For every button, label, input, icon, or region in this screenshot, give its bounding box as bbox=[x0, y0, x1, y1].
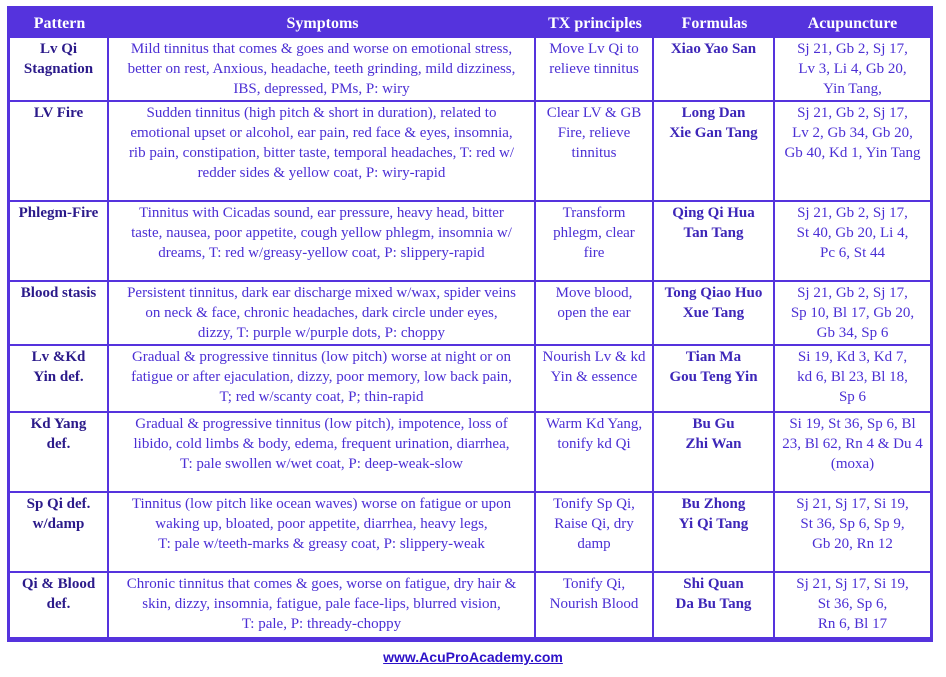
table-row bbox=[10, 282, 930, 346]
pattern-line: Phlegm-Fire bbox=[18, 205, 99, 221]
cell-symptoms bbox=[109, 413, 536, 493]
formula-line: Xiao Yao San bbox=[670, 41, 757, 57]
cell-acupuncture bbox=[775, 202, 930, 282]
pattern-line: def. bbox=[46, 436, 71, 452]
tx-line: Clear LV & GB bbox=[546, 105, 642, 121]
cell-pattern bbox=[10, 202, 109, 282]
tx-line: Fire, relieve bbox=[557, 125, 631, 141]
formula-line: Gou Teng Yin bbox=[669, 369, 758, 385]
symptoms-line: Chronic tinnitus that comes & goes, worse on fatigue, dry hair & bbox=[126, 576, 517, 592]
symptoms-line: better on rest, Anxious, headache, teeth grinding, mild dizziness, bbox=[127, 61, 516, 77]
symptoms-line: Mild tinnitus that comes & goes and worse on emotional stress, bbox=[130, 41, 513, 57]
tx-line: Nourish Blood bbox=[549, 596, 639, 612]
symptoms-line: dizzy, T: purple w/purple dots, P: choppy bbox=[197, 325, 446, 341]
header-symptoms: Symptoms bbox=[109, 9, 536, 38]
tx-line: Move Lv Qi to bbox=[549, 41, 639, 57]
table-row bbox=[10, 202, 930, 282]
tx-line: Move blood, bbox=[555, 285, 633, 301]
pattern-line: Lv Qi bbox=[39, 41, 78, 57]
tinnitus-patterns-table bbox=[10, 9, 930, 637]
acupuncture-line: St 36, Sp 6, Sp 9, bbox=[800, 516, 905, 532]
acupuncture-line: Sp 6 bbox=[838, 389, 867, 405]
pattern-line: w/damp bbox=[32, 516, 85, 532]
acupuncture-line: 23, Bl 62, Rn 4 & Du 4 bbox=[782, 436, 923, 452]
symptoms-line: T; red w/scanty coat, P; thin-rapid bbox=[219, 389, 424, 405]
acupuncture-line: Si 19, St 36, Sp 6, Bl bbox=[789, 416, 916, 432]
symptoms-line: Gradual & progressive tinnitus (low pitch) worse at night or on bbox=[131, 349, 512, 365]
formula-line: Bu Zhong bbox=[681, 496, 746, 512]
pattern-line: Stagnation bbox=[23, 61, 94, 77]
pattern-line: Lv &Kd bbox=[31, 349, 86, 365]
cell-acupuncture bbox=[775, 493, 930, 573]
header-acupuncture: Acupuncture bbox=[775, 9, 930, 38]
acupuncture-line: Rn 6, Bl 17 bbox=[817, 616, 888, 632]
symptoms-line: rib pain, constipation, bitter taste, temporal headaches, T: red w/ bbox=[128, 145, 515, 161]
tx-line: Warm Kd Yang, bbox=[545, 416, 643, 432]
acupuncture-line: St 40, Gb 20, Li 4, bbox=[796, 225, 909, 241]
cell-acupuncture bbox=[775, 413, 930, 493]
symptoms-line: Sudden tinnitus (high pitch & short in duration), related to bbox=[146, 105, 497, 121]
pattern-line: def. bbox=[46, 596, 71, 612]
acupuncture-line: Pc 6, St 44 bbox=[819, 245, 885, 261]
formula-line: Yi Qi Tang bbox=[678, 516, 749, 532]
cell-symptoms bbox=[109, 282, 536, 346]
tinnitus-patterns-table-frame bbox=[7, 6, 933, 642]
table-row bbox=[10, 346, 930, 413]
acupuncture-line: Gb 34, Sp 6 bbox=[816, 325, 889, 341]
symptoms-line: redder sides & yellow coat, P: wiry-rapid bbox=[197, 165, 446, 181]
acupuncture-line: St 36, Sp 6, bbox=[817, 596, 888, 612]
cell-tx bbox=[536, 413, 654, 493]
symptoms-line: waking up, bloated, poor appetite, diarrhea, heavy legs, bbox=[155, 516, 488, 532]
tx-line: Transform bbox=[562, 205, 626, 221]
symptoms-line: Tinnitus (low pitch like ocean waves) worse on fatigue or upon bbox=[131, 496, 512, 512]
symptoms-line: Tinnitus with Cicadas sound, ear pressure, heavy head, bitter bbox=[139, 205, 504, 221]
cell-formula bbox=[654, 102, 775, 202]
formula-line: Xie Gan Tang bbox=[669, 125, 758, 141]
tx-line: Yin & essence bbox=[550, 369, 638, 385]
symptoms-line: fatigue or after ejaculation, dizzy, poor memory, low back pain, bbox=[131, 369, 512, 385]
cell-formula bbox=[654, 413, 775, 493]
tx-line: tinnitus bbox=[571, 145, 617, 161]
symptoms-line: on neck & face, chronic headaches, dark circle under eyes, bbox=[145, 305, 498, 321]
acupuncture-line: Lv 2, Gb 34, Gb 20, bbox=[792, 125, 913, 141]
acupuncture-line: Sj 21, Gb 2, Sj 17, bbox=[797, 205, 908, 221]
acupuncture-line: kd 6, Bl 23, Bl 18, bbox=[797, 369, 908, 385]
cell-tx bbox=[536, 573, 654, 637]
cell-symptoms bbox=[109, 102, 536, 202]
cell-symptoms bbox=[109, 38, 536, 102]
tx-line: tonify kd Qi bbox=[557, 436, 631, 452]
symptoms-line: taste, nausea, poor appetite, cough yellow phlegm, insomnia w/ bbox=[131, 225, 512, 241]
formula-line: Da Bu Tang bbox=[675, 596, 752, 612]
pattern-line: Blood stasis bbox=[20, 285, 97, 301]
pattern-line: Yin def. bbox=[33, 369, 84, 385]
cell-formula bbox=[654, 573, 775, 637]
acupuncture-line: Sj 21, Gb 2, Sj 17, bbox=[797, 285, 908, 301]
cell-acupuncture bbox=[775, 282, 930, 346]
tx-line: Tonify Qi, bbox=[562, 576, 626, 592]
tx-line: open the ear bbox=[557, 305, 631, 321]
cell-formula bbox=[654, 38, 775, 102]
symptoms-line: Gradual & progressive tinnitus (low pitch), impotence, loss of bbox=[135, 416, 508, 432]
tx-line: Nourish Lv & kd bbox=[542, 349, 646, 365]
cell-formula bbox=[654, 493, 775, 573]
cell-pattern bbox=[10, 493, 109, 573]
formula-line: Xue Tang bbox=[682, 305, 745, 321]
cell-tx bbox=[536, 202, 654, 282]
cell-tx bbox=[536, 493, 654, 573]
formula-line: Tan Tang bbox=[683, 225, 744, 241]
table-row bbox=[10, 413, 930, 493]
formula-line: Qing Qi Hua bbox=[672, 205, 755, 221]
cell-acupuncture bbox=[775, 38, 930, 102]
tx-line: Tonify Sp Qi, bbox=[553, 496, 635, 512]
header-tx-principles: TX principles bbox=[536, 9, 654, 38]
header-pattern: Pattern bbox=[10, 9, 109, 38]
symptoms-line: dreams, T: red w/greasy-yellow coat, P: slippery-rapid bbox=[158, 245, 485, 261]
cell-formula bbox=[654, 202, 775, 282]
symptoms-line: emotional upset or alcohol, ear pain, red face & eyes, insomnia, bbox=[130, 125, 513, 141]
website-link[interactable]: www.AcuProAcademy.com bbox=[383, 649, 563, 665]
cell-acupuncture bbox=[775, 573, 930, 637]
tx-line: fire bbox=[583, 245, 605, 261]
table-row bbox=[10, 493, 930, 573]
symptoms-line: Persistent tinnitus, dark ear discharge mixed w/wax, spider veins bbox=[127, 285, 516, 301]
cell-pattern bbox=[10, 573, 109, 637]
formula-line: Long Dan bbox=[681, 105, 746, 121]
formula-line: Tian Ma bbox=[685, 349, 742, 365]
cell-pattern bbox=[10, 102, 109, 202]
acupuncture-line: Gb 40, Kd 1, Yin Tang bbox=[784, 145, 921, 161]
formula-line: Zhi Wan bbox=[685, 436, 742, 452]
table-row bbox=[10, 573, 930, 637]
symptoms-line: skin, dizzy, insomnia, fatigue, pale face-lips, blurred vision, bbox=[142, 596, 501, 612]
acupuncture-line: Sj 21, Gb 2, Sj 17, bbox=[797, 105, 908, 121]
cell-pattern bbox=[10, 346, 109, 413]
cell-symptoms bbox=[109, 493, 536, 573]
cell-acupuncture bbox=[775, 102, 930, 202]
cell-tx bbox=[536, 38, 654, 102]
cell-acupuncture bbox=[775, 346, 930, 413]
tx-line: phlegm, clear bbox=[553, 225, 635, 241]
tx-line: damp bbox=[577, 536, 611, 552]
cell-pattern bbox=[10, 282, 109, 346]
pattern-line: Kd Yang bbox=[30, 416, 87, 432]
cell-tx bbox=[536, 346, 654, 413]
pattern-line: LV Fire bbox=[33, 105, 84, 121]
acupuncture-line: Yin Tang, bbox=[823, 81, 882, 97]
acupuncture-line: Gb 20, Rn 12 bbox=[812, 536, 893, 552]
table-row bbox=[10, 102, 930, 202]
formula-line: Shi Quan bbox=[683, 576, 744, 592]
acupuncture-line: Sj 21, Gb 2, Sj 17, bbox=[797, 41, 908, 57]
cell-formula bbox=[654, 282, 775, 346]
cell-tx bbox=[536, 282, 654, 346]
symptoms-line: IBS, depressed, PMs, P: wiry bbox=[233, 81, 410, 97]
header-row bbox=[10, 9, 930, 38]
symptoms-line: T: pale, P: thready-choppy bbox=[241, 616, 402, 632]
cell-symptoms bbox=[109, 573, 536, 637]
acupuncture-line: (moxa) bbox=[830, 456, 875, 472]
pattern-line: Sp Qi def. bbox=[26, 496, 91, 512]
cell-symptoms bbox=[109, 346, 536, 413]
symptoms-line: T: pale swollen w/wet coat, P: deep-weak-slow bbox=[180, 456, 463, 472]
tx-line: relieve tinnitus bbox=[549, 61, 639, 77]
symptoms-line: libido, cold limbs & body, edema, frequent urination, diarrhea, bbox=[133, 436, 510, 452]
cell-pattern bbox=[10, 38, 109, 102]
tx-line: Raise Qi, dry bbox=[554, 516, 634, 532]
acupuncture-line: Sp 10, Bl 17, Gb 20, bbox=[790, 305, 915, 321]
cell-tx bbox=[536, 102, 654, 202]
acupuncture-line: Sj 21, Sj 17, Si 19, bbox=[796, 576, 909, 592]
cell-formula bbox=[654, 346, 775, 413]
table-row bbox=[10, 38, 930, 102]
formula-line: Bu Gu bbox=[692, 416, 735, 432]
cell-symptoms bbox=[109, 202, 536, 282]
acupuncture-line: Lv 3, Li 4, Gb 20, bbox=[798, 61, 907, 77]
pattern-line: Qi & Blood bbox=[21, 576, 96, 592]
header-formulas: Formulas bbox=[654, 9, 775, 38]
formula-line: Tong Qiao Huo bbox=[664, 285, 763, 301]
symptoms-line: T: pale w/teeth-marks & greasy coat, P: slippery-weak bbox=[158, 536, 485, 552]
cell-pattern bbox=[10, 413, 109, 493]
acupuncture-line: Si 19, Kd 3, Kd 7, bbox=[797, 349, 908, 365]
acupuncture-line: Sj 21, Sj 17, Si 19, bbox=[796, 496, 909, 512]
